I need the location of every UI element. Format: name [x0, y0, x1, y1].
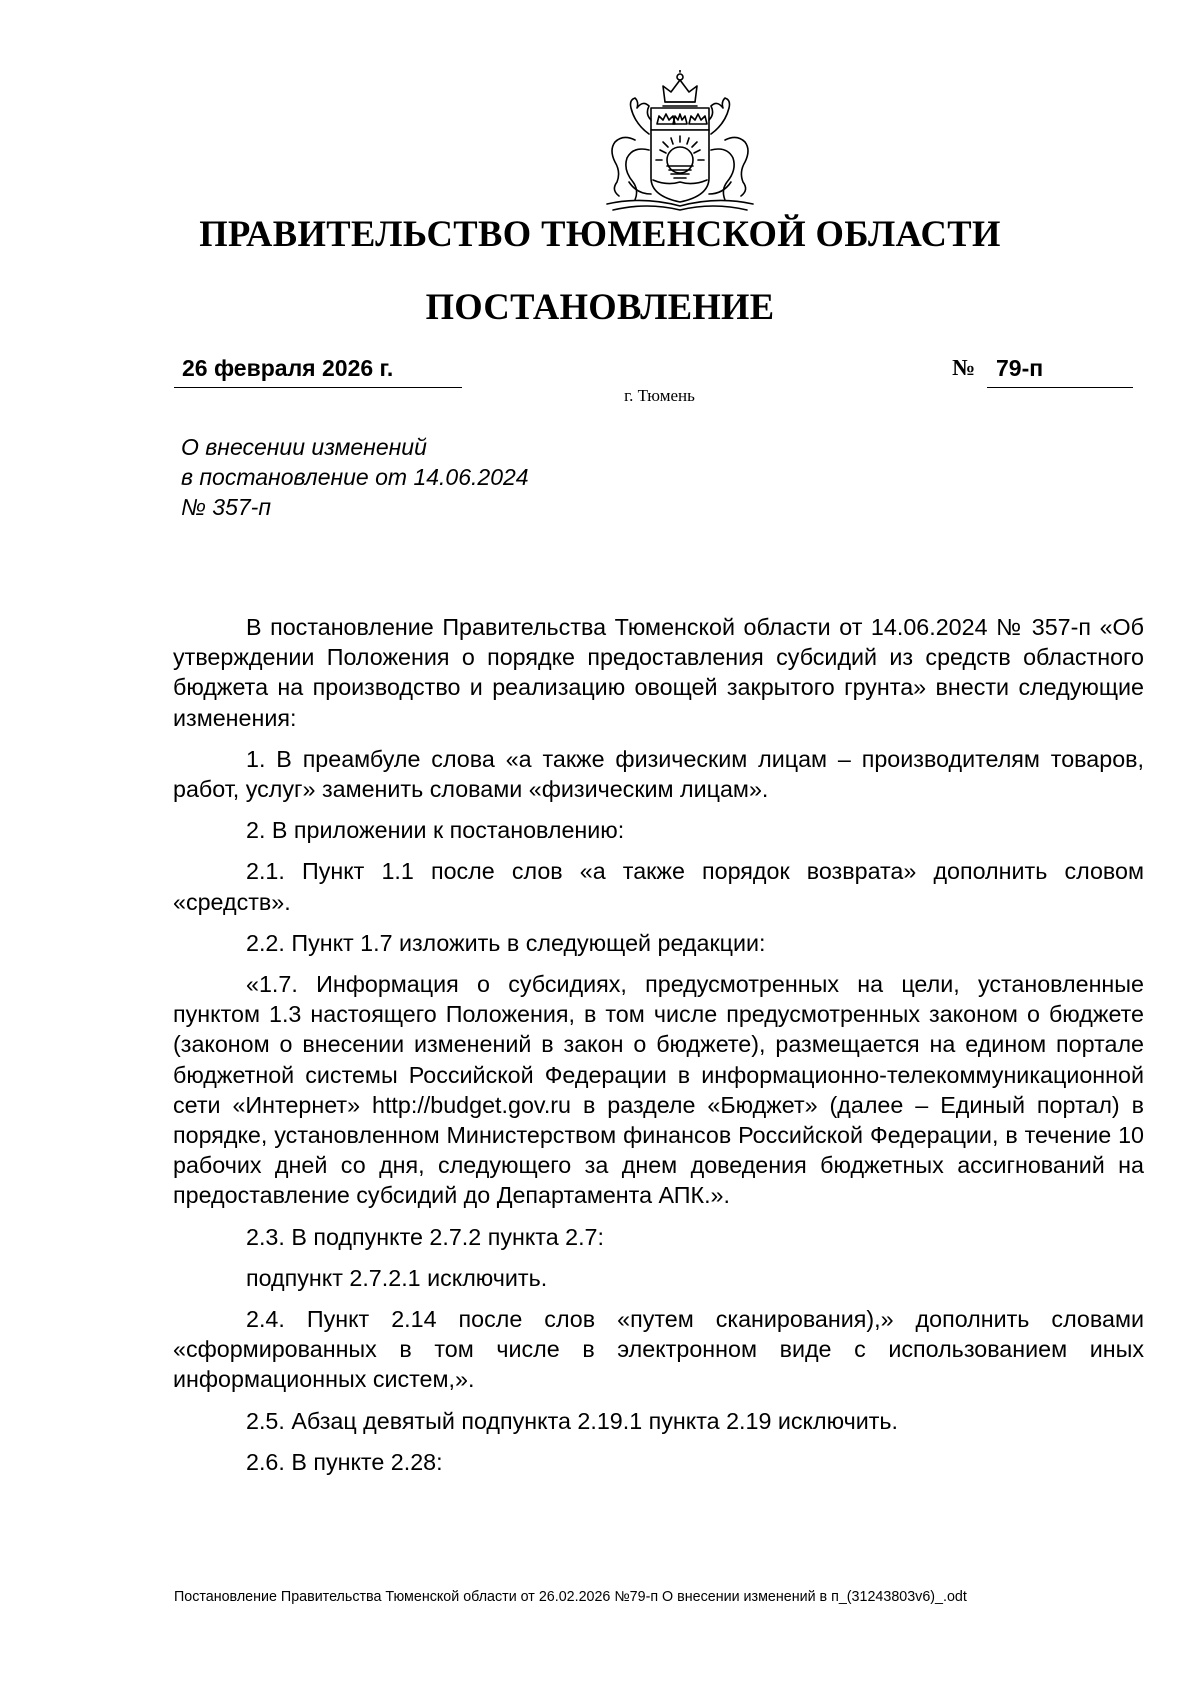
body-paragraph: 2.5. Абзац девятый подпункта 2.19.1 пункта 2.19 исключить. [246, 1407, 898, 1434]
footer-file-info: Постановление Правительства Тюменской области от 26.02.2026 №79-п О внесении изменений в п_(31243803v6)_.odt [174, 1589, 967, 1605]
document-date: 26 февраля 2026 г. [182, 355, 394, 381]
city-name: г. Тюмень [624, 386, 695, 405]
body-paragraph: В постановление Правительства Тюменской области от 14.06.2024 № 357-п «Об утверждении Положения о порядке предоставления субсидий из средств областного бюджета на производство и реализацию овощей закрытого грунта» внести следующие изменения: [173, 614, 1144, 731]
subject-line: О внесении изменений [181, 434, 427, 460]
body-paragraph: подпункт 2.7.2.1 исключить. [246, 1264, 548, 1291]
coat-of-arms-icon [593, 70, 768, 213]
document-number: 79-п [996, 355, 1044, 381]
subject-line: в постановление от 14.06.2024 [181, 464, 529, 490]
document-body [173, 612, 1144, 1477]
organization-title: ПРАВИТЕЛЬСТВО ТЮМЕНСКОЙ ОБЛАСТИ [199, 213, 1001, 254]
body-paragraph: 2.1. Пункт 1.1 после слов «а также порядок возврата» дополнить словом «средств». [173, 858, 1144, 915]
body-paragraph: «1.7. Информация о субсидиях, предусмотренных на цели, установленные пунктом 1.3 настоящего Положения, в том числе предусмотренных законом о бюджете (законом о внесении изменений в закон о бюджете), размещается на едином портале бюджетной системы Российской Федерации в информационно-телекоммуникационной сети «Интернет» http://budget.gov.ru в разделе «Бюджет» (далее – Единый портал) в порядке, установленном Министерством финансов Российской Федерации, в течение 10 рабочих дней со дня, следующего за днем доведения бюджетных ассигнований на предоставление субсидий до Департамента АПК.». [173, 971, 1144, 1209]
document-subject [181, 432, 529, 522]
body-paragraph: 2.6. В пункте 2.28: [246, 1448, 443, 1475]
body-paragraph: 2. В приложении к постановлению: [246, 817, 625, 844]
document-number-field [987, 355, 1133, 388]
number-sign: № [952, 355, 976, 380]
body-paragraph: 2.4. Пункт 2.14 после слов «путем сканирования),» дополнить словами «сформированных в том числе в электронном виде с использованием иных информационных систем,». [173, 1306, 1144, 1393]
document-date-field [174, 355, 462, 388]
subject-line: № 357-п [181, 494, 271, 520]
body-paragraph: 2.3. В подпункте 2.7.2 пункта 2.7: [246, 1223, 604, 1250]
body-paragraph: 2.2. Пункт 1.7 изложить в следующей редакции: [246, 929, 766, 956]
document-type: ПОСТАНОВЛЕНИЕ [425, 286, 775, 327]
body-paragraph: 1. В преамбуле слова «а также физическим лицам – производителям товаров, работ, услуг» заменить словами «физическим лицам». [173, 745, 1144, 803]
